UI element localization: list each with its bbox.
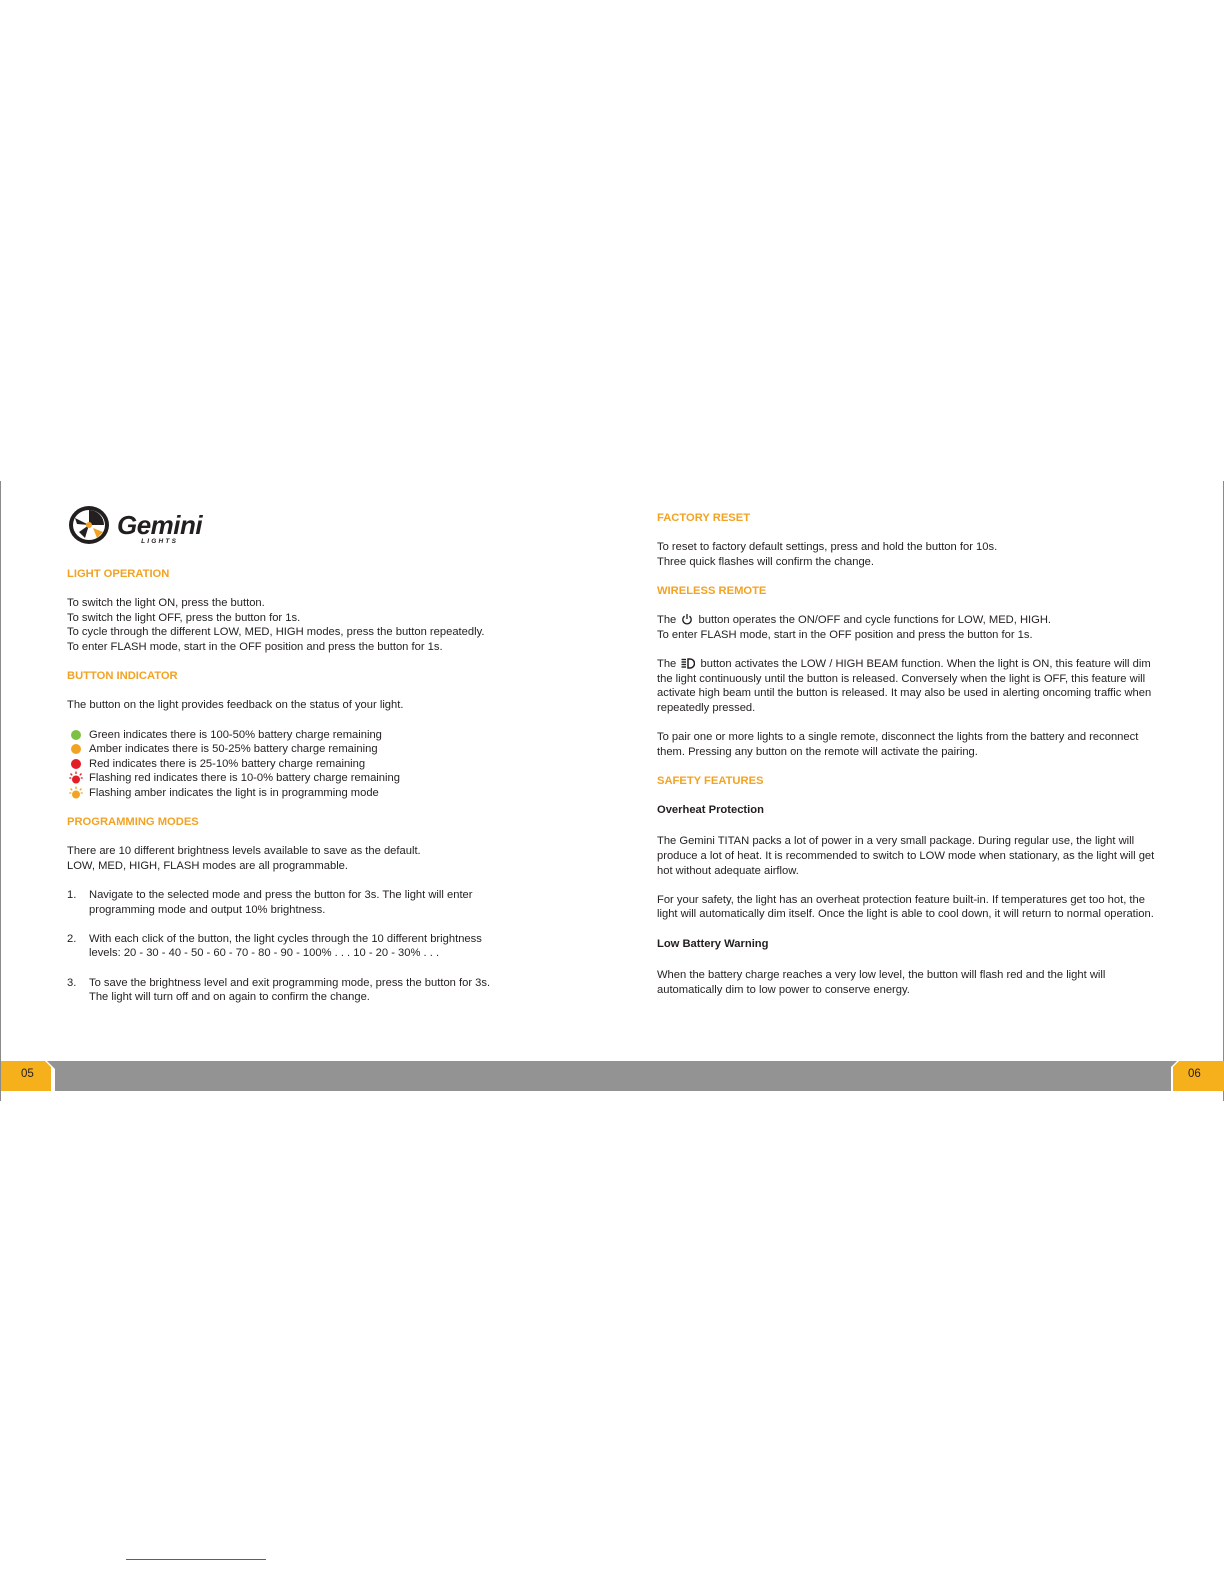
programming-steps: [67, 888, 507, 1005]
text-line: The light will turn off and on again to confirm the change.: [89, 991, 370, 1004]
high-beam-icon: [681, 658, 695, 669]
remote-power-text: [657, 613, 1157, 642]
left-page: [67, 503, 507, 1019]
remote-beam-text: [657, 657, 1157, 715]
text-fragment: button operates the ON/OFF and cycle functions for LOW, MED, HIGH.: [698, 614, 1052, 627]
indicator-list: [67, 728, 507, 801]
underline-mark: [126, 1559, 266, 1560]
manual-spread: [0, 481, 1224, 1101]
indicator-text: Flashing amber indicates the light is in programming mode: [89, 786, 379, 799]
text-line: Three quick flashes will confirm the change.: [657, 555, 875, 568]
light-operation-heading: LIGHT OPERATION: [67, 568, 170, 580]
programming-modes-heading: PROGRAMMING MODES: [67, 816, 199, 829]
flashing-amber-icon: [69, 786, 83, 800]
text-line: LOW, MED, HIGH, FLASH modes are all programmable.: [67, 859, 349, 872]
indicator-text: Green indicates there is 100-50% battery charge remaining: [89, 728, 382, 741]
text-line: To switch the light ON, press the button.: [67, 597, 265, 610]
button-indicator-heading: BUTTON INDICATOR: [67, 670, 178, 683]
text-line: To reset to factory default settings, press and hold the button for 10s.: [657, 541, 998, 554]
overheat-protection-title: Overheat Protection: [657, 803, 764, 816]
footer-bar: [1, 1061, 1223, 1091]
page-number: 06: [1188, 1068, 1201, 1080]
safety-features-heading: SAFETY FEATURES: [657, 774, 764, 787]
text-line: To cycle through the different LOW, MED, HIGH modes, press the button repeatedly.: [67, 626, 485, 639]
page-number: 05: [21, 1068, 34, 1080]
step-number: 3.: [67, 976, 77, 989]
red-dot-icon: [71, 759, 81, 769]
overheat-text-1: The Gemini TITAN packs a lot of power in a very small package. During regular use, the light will produce a lot of heat. It is recommended to switch to LOW mode when stationary, as the light will get hot without adequate airflow.: [657, 835, 1155, 877]
indicator-text: Red indicates there is 25-10% battery charge remaining: [89, 757, 366, 770]
light-operation-text: [67, 596, 507, 654]
list-item: [67, 786, 507, 801]
green-dot-icon: [71, 730, 81, 740]
factory-reset-text: [657, 540, 1157, 569]
list-item: [67, 976, 507, 1005]
button-indicator-intro: The button on the light provides feedback on the status of your light.: [67, 699, 404, 712]
list-item: [67, 728, 507, 743]
indicator-text: Flashing red indicates there is 10-0% battery charge remaining: [89, 772, 400, 785]
text-line: To save the brightness level and exit programming mode, press the button for 3s.: [89, 976, 491, 989]
list-item: [67, 932, 507, 961]
text-line: To enter FLASH mode, start in the OFF position and press the button for 1s.: [657, 628, 1033, 641]
factory-reset-heading: FACTORY RESET: [657, 512, 751, 524]
brand-subtitle: LIGHTS: [141, 538, 179, 545]
list-item: [67, 771, 507, 786]
text-fragment: The: [657, 657, 677, 670]
text-line: To switch the light OFF, press the button for 1s.: [67, 611, 301, 624]
text-line: levels: 20 - 30 - 40 - 50 - 60 - 70 - 80 - 90 - 100% . . . 10 - 20 - 30% . . .: [89, 947, 440, 960]
text-fragment: The: [657, 614, 677, 627]
overheat-text-2: For your safety, the light has an overheat protection feature built-in. If temperatures get too hot, the light will automatically dim itself. Once the light is able to cool down, it will return to normal operation.: [657, 893, 1154, 921]
text-line: With each click of the button, the light cycles through the 10 different brightness: [89, 932, 482, 945]
list-item: [67, 888, 507, 917]
indicator-text: Amber indicates there is 50-25% battery charge remaining: [89, 743, 378, 756]
remote-pairing-text: To pair one or more lights to a single remote, disconnect the lights from the battery and reconnect them. Pressing any button on the remote will activate the pairing.: [657, 730, 1139, 758]
right-page: [657, 511, 1157, 1012]
power-icon: [681, 613, 693, 625]
brand-name: Gemini: [117, 510, 203, 540]
step-number: 1.: [67, 889, 77, 902]
text-line: To enter FLASH mode, start in the OFF position and press the button for 1s.: [67, 640, 443, 653]
programming-intro: [67, 844, 507, 873]
low-battery-text: When the battery charge reaches a very low level, the button will flash red and the light will automatically dim to low power to conserve energy.: [657, 969, 1106, 996]
list-item: [67, 757, 507, 772]
page-number-tab-left: [1, 1061, 53, 1091]
text-line: programming mode and output 10% brightness.: [89, 903, 326, 916]
page-number-tab-right: [1171, 1061, 1223, 1091]
gemini-logo: [67, 503, 507, 547]
text-line: There are 10 different brightness levels available to save as the default.: [67, 845, 421, 858]
flashing-red-icon: [69, 771, 83, 785]
low-battery-warning-title: Low Battery Warning: [657, 937, 769, 950]
amber-dot-icon: [71, 744, 81, 754]
wireless-remote-heading: WIRELESS REMOTE: [657, 584, 767, 597]
step-number: 2.: [67, 932, 77, 945]
list-item: [67, 742, 507, 757]
text-line: Navigate to the selected mode and press the button for 3s. The light will enter: [89, 889, 473, 902]
text-fragment: button activates the LOW / HIGH BEAM function. When the light is ON, this feature will dim the light continuously until the button is released. Conversely when the light is OFF, this feature will activate high beam until the button is released. It may also be used in alerting oncoming traffic when repeatedly pressed.: [657, 657, 1152, 714]
gemini-emblem-icon: [67, 504, 113, 546]
